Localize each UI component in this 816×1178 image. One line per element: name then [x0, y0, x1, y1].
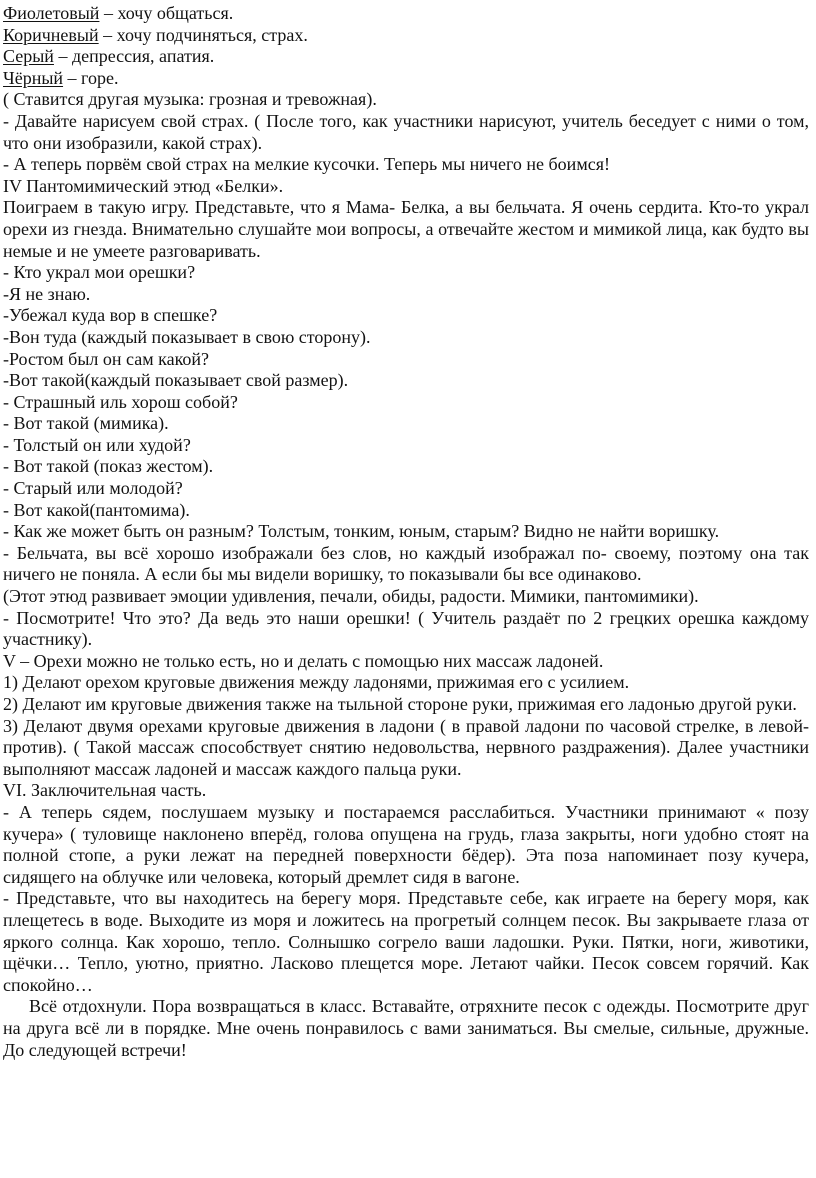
dialogue-line: -Ростом был он сам какой? — [3, 348, 210, 369]
legend-text: – хочу подчиняться, страх. — [98, 24, 308, 45]
dialogue-line: - Вот такой (мимика). — [3, 413, 169, 434]
stage-direction-music: ( Ставится другая музыка: грозная и тревожная). — [3, 89, 377, 110]
paragraph-relaxation-pose: - А теперь сядем, послушаем музыку и постараемся расслабиться. Участники принимают « позу кучера» ( туловище наклонено вперёд, голова опущена на грудь, глаза закрыты, ноги удобно стоят на полной стопе, а руки лежат на передней поверхности бёдер). Эта поза напоминает позу кучера, сидящего на облучке или человека, который дремлет сидя в вагоне. — [3, 801, 809, 887]
dialogue-line: - Толстый он или худой? — [3, 434, 191, 455]
section-heading-iv: IV Пантомимический этюд «Белки». — [3, 175, 284, 196]
underlined-term: Чёрный — [3, 67, 64, 88]
dialogue-line: - Вот какой(пантомима). — [3, 499, 190, 520]
massage-step-3: 3) Делают двумя орехами круговые движения в ладони ( в правой ладони по часовой стрелке, в левой- против). ( Такой массаж способствует снятию недовольства, нервного раздражения). Далее участники выполняют массаж ладоней и массаж каждого пальца руки. — [3, 715, 809, 779]
paragraph-nuts: - Посмотрите! Что это? Да ведь это наши орешки! ( Учитель раздаёт по 2 грецких орешка каждому участнику). — [3, 607, 809, 650]
paragraph-game-intro: Поиграем в такую игру. Представьте, что я Мама- Белка, а вы бельчата. Я очень сердита. Кто-то украл орехи из гнезда. Внимательно слушайте мои вопросы, а отвечайте жестом и мимикой лица, как будто вы немые и не умеете разговаривать. — [3, 197, 809, 261]
legend-text: – горе. — [63, 67, 119, 88]
stage-direction-etude: (Этот этюд развивает эмоции удивления, печали, обиды, радости. Мимики, пантомимики). — [3, 586, 699, 607]
section-heading-v: V – Орехи можно не только есть, но и делать с помощью них массаж ладоней. — [3, 650, 604, 671]
legend-text: – хочу общаться. — [99, 3, 234, 23]
dialogue-line: - Старый или молодой? — [3, 478, 183, 499]
dialogue-line: - Страшный иль хорош собой? — [3, 391, 238, 412]
paragraph-squirrels-summary: - Бельчата, вы всё хорошо изображали без слов, но каждый изображал по- своему, поэтому она так ничего не поняла. А если бы мы видели воришку, то показывали бы все одинаково. — [3, 542, 809, 585]
section-heading-vi: VI. Заключительная часть. — [3, 780, 207, 801]
document-text — [3, 3, 809, 1061]
massage-step-1: 1) Делают орехом круговые движения между ладонями, прижимая его с усилием. — [3, 672, 630, 693]
legend-line-black — [3, 68, 809, 90]
underlined-term: Серый — [3, 46, 54, 67]
massage-step-2: 2) Делают им круговые движения также на тыльной стороне руки, прижимая его ладонью другой руки. — [3, 694, 797, 714]
legend-text: – депрессия, апатия. — [53, 46, 215, 67]
dialogue-line: -Вот такой(каждый показывает свой размер). — [3, 370, 349, 391]
dialogue-line: - Кто украл мои орешки? — [3, 262, 196, 283]
paragraph-draw-fear: - Давайте нарисуем свой страх. ( После того, как участники нарисуют, учитель беседует с ними о том, что они изобразили, какой страх). — [3, 110, 809, 153]
legend-line-brown — [3, 25, 809, 47]
dialogue-line: -Убежал куда вор в спешке? — [3, 305, 218, 326]
paragraph-sea-visualization: - Представьте, что вы находитесь на берегу моря. Представьте себе, как играете на берегу моря, как плещетесь в воде. Выходите из моря и ложитесь на прогретый солнцем песок. Вы закрываете глаза от яркого солнца. Как хорошо, тепло. Солнышко согрело ваши ладошки. Руки. Пятки, ноги, животики, щёчки… Тепло, уютно, приятно. Ласково плещется море. Летают чайки. Песок совсем горячий. Как спокойно… — [3, 888, 809, 995]
dialogue-line: -Я не знаю. — [3, 283, 91, 304]
underlined-term: Фиолетовый — [3, 3, 100, 23]
legend-line-violet — [3, 3, 809, 25]
underlined-term: Коричневый — [3, 24, 99, 45]
dialogue-line: - Вот такой (показ жестом). — [3, 456, 214, 477]
paragraph-tear-fear: - А теперь порвём свой страх на мелкие кусочки. Теперь мы ничего не боимся! — [3, 154, 610, 175]
legend-line-gray — [3, 46, 809, 68]
dialogue-line: -Вон туда (каждый показывает в свою сторону). — [3, 326, 371, 347]
paragraph-closing: Всё отдохнули. Пора возвращаться в класс. Вставайте, отряхните песок с одежды. Посмотрите друг на друга всё ли в порядке. Мне очень понравилось с вами заниматься. Вы смелые, сильные, дружные. До следующей встречи! — [3, 996, 809, 1060]
dialogue-line: - Как же может быть он разным? Толстым, тонким, юным, старым? Видно не найти воришку. — [3, 521, 720, 542]
